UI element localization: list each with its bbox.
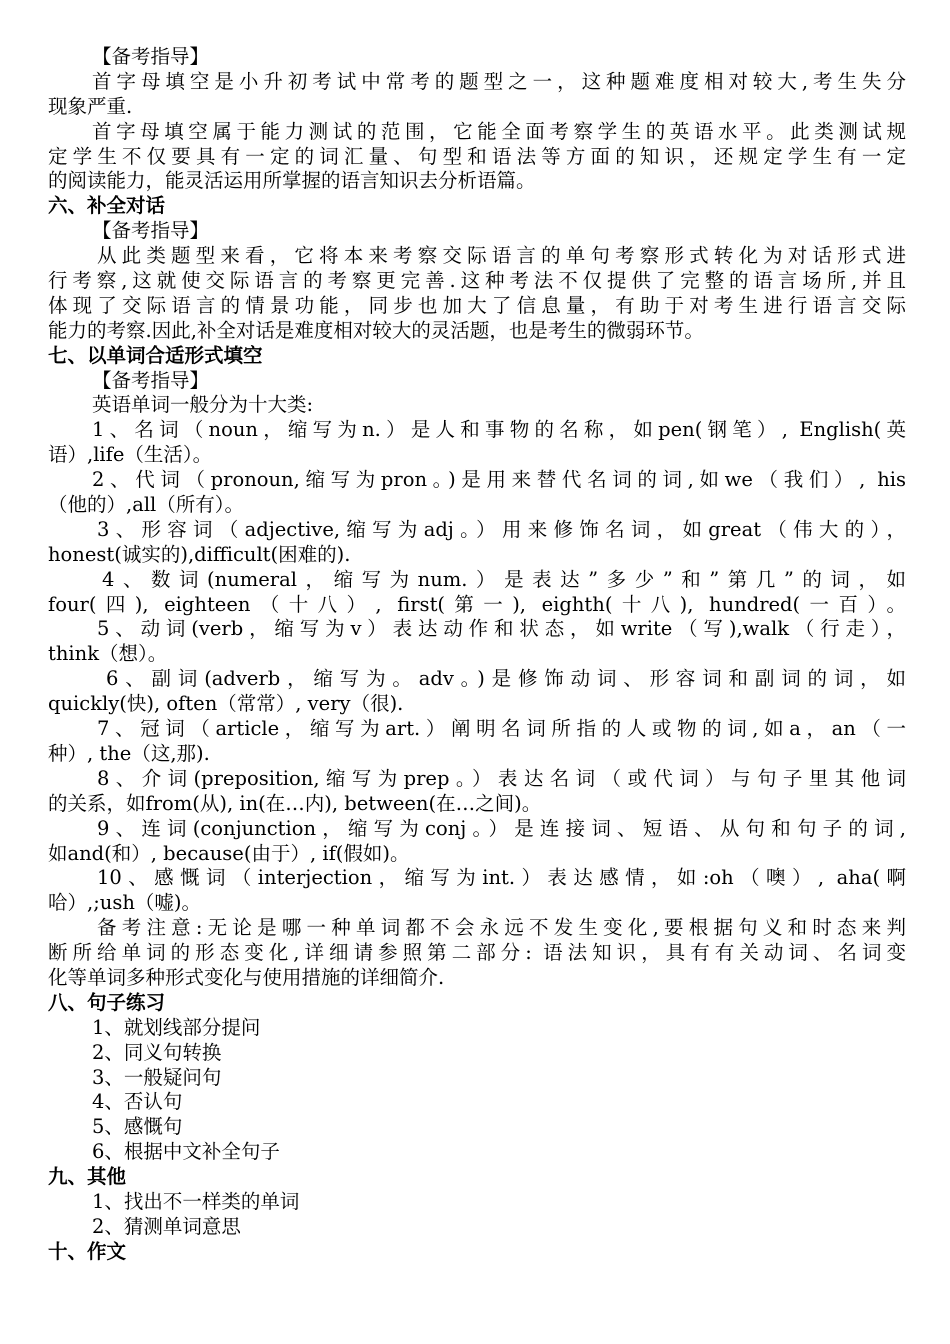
text-line: 首字母填空是小升初考试中常考的题型之一，这种题难度相对较大,考生失分: [92, 69, 906, 93]
section-heading: 八、句子练习: [48, 990, 166, 1014]
text-line: 【备考指导】: [92, 368, 210, 392]
text-line: 定学生不仅要具有一定的词汇量、句型和语法等方面的知识，还规定学生有一定: [48, 144, 906, 168]
text-line: 如and(和）, because(由于）, if(假如)。: [48, 841, 410, 865]
text-line: 3、一般疑问句: [92, 1065, 222, 1089]
text-line: 的阅读能力，能灵活运用所掌握的语言知识去分析语篇。: [48, 169, 536, 193]
text-line: think（想）。: [48, 642, 168, 666]
text-line: 【备考指导】: [92, 219, 210, 243]
text-line: 1、找出不一样类的单词: [92, 1189, 300, 1213]
text-line: 3、形容词（adjective,缩写为adj。）用来修饰名词，如great（伟大的），: [97, 517, 906, 541]
text-line: 行考察,这就使交际语言的考察更完善.这种考法不仅提供了完整的语言场所,并且: [48, 269, 906, 293]
text-line: 【备考指导】: [92, 45, 210, 68]
text-line: 种）, the（这,那).: [48, 741, 210, 765]
text-line: （他的）,all（所有）。: [48, 493, 245, 517]
section-heading: 六、补全对话: [48, 194, 166, 218]
text-line: honest(诚实的),difficult(困难的).: [48, 542, 351, 566]
text-line: 10、感慨词（interjection，缩写为int.）表达感情，如:oh（噢）, aha(啊: [97, 866, 906, 890]
text-line: four(四), eighteen（十八）, first(第一), eighth(十八), hundred(一百）。: [48, 592, 906, 616]
text-line: 7、冠词（article，缩写为art.）阐明名词所指的人或物的词,如a，an（一: [97, 717, 906, 741]
text-line: 6、副词(adverb，缩写为。adv。)是修饰动词、形容词和副词的词，如: [106, 667, 906, 691]
section-heading: 十、作文: [48, 1239, 127, 1263]
text-line: 4、否认句: [92, 1090, 183, 1114]
text-line: 断所给单词的形态变化,详细请参照第二部分: 语法知识，具有有关动词、名词变: [48, 941, 906, 965]
section-heading: 七、以单词合适形式填空: [48, 343, 263, 367]
text-line: 5、动词(verb，缩写为v）表达动作和状态，如write（写),walk（行走），: [97, 617, 906, 641]
text-line: 英语单词一般分为十大类:: [92, 393, 314, 417]
text-line: 9、连词(conjunction，缩写为conj。）是连接词、短语、从句和句子的词,: [97, 816, 906, 840]
text-line: 2、猜测单词意思: [92, 1214, 241, 1238]
section-heading: 九、其他: [48, 1165, 127, 1189]
text-line: 1、名词（noun，缩写为n.）是人和事物的名称，如pen(钢笔）, English(英: [92, 418, 906, 442]
text-line: 现象严重.: [48, 94, 133, 118]
text-line: 2、代词（pronoun,缩写为pron。)是用来替代名词的词,如we（我们）, his: [92, 468, 906, 492]
text-line: 5、感慨句: [92, 1115, 183, 1139]
text-line: 能力的考察.因此,补全对话是难度相对较大的灵活题，也是考生的微弱环节。: [48, 318, 704, 342]
document-page: [48, 45, 906, 1265]
text-line: 2、同义句转换: [92, 1040, 222, 1064]
text-line: 6、根据中文补全句子: [92, 1140, 280, 1164]
text-line: 备考注意:无论是哪一种单词都不会永远不发生变化,要根据句义和时态来判: [97, 916, 906, 940]
text-line: 8、介词(preposition,缩写为prep。）表达名词（或代词）与句子里其他词: [97, 766, 906, 790]
text-line: 语）,life（生活）。: [48, 443, 213, 467]
text-line: 1、就划线部分提问: [92, 1015, 261, 1039]
text-line: quickly(快), often（常常）, very（很).: [48, 692, 404, 716]
text-line: 化等单词多种形式变化与使用措施的详细简介.: [48, 965, 445, 989]
text-line: 哈）,;ush（嘘)。: [48, 891, 202, 915]
text-line: 首字母填空属于能力测试的范围，它能全面考察学生的英语水平。此类测试规: [92, 119, 906, 143]
text-line: 的关系，如from(从), in(在…内), between(在…之间)。: [48, 791, 542, 815]
text-line: 4、数词(numeral，缩写为num.）是表达”多少”和”第几”的词，如: [102, 567, 906, 591]
text-line: 体现了交际语言的情景功能，同步也加大了信息量，有助于对考生进行语言交际: [48, 293, 906, 317]
text-line: 从此类题型来看，它将本来考察交际语言的单句考察形式转化为对话形式进: [97, 244, 906, 268]
